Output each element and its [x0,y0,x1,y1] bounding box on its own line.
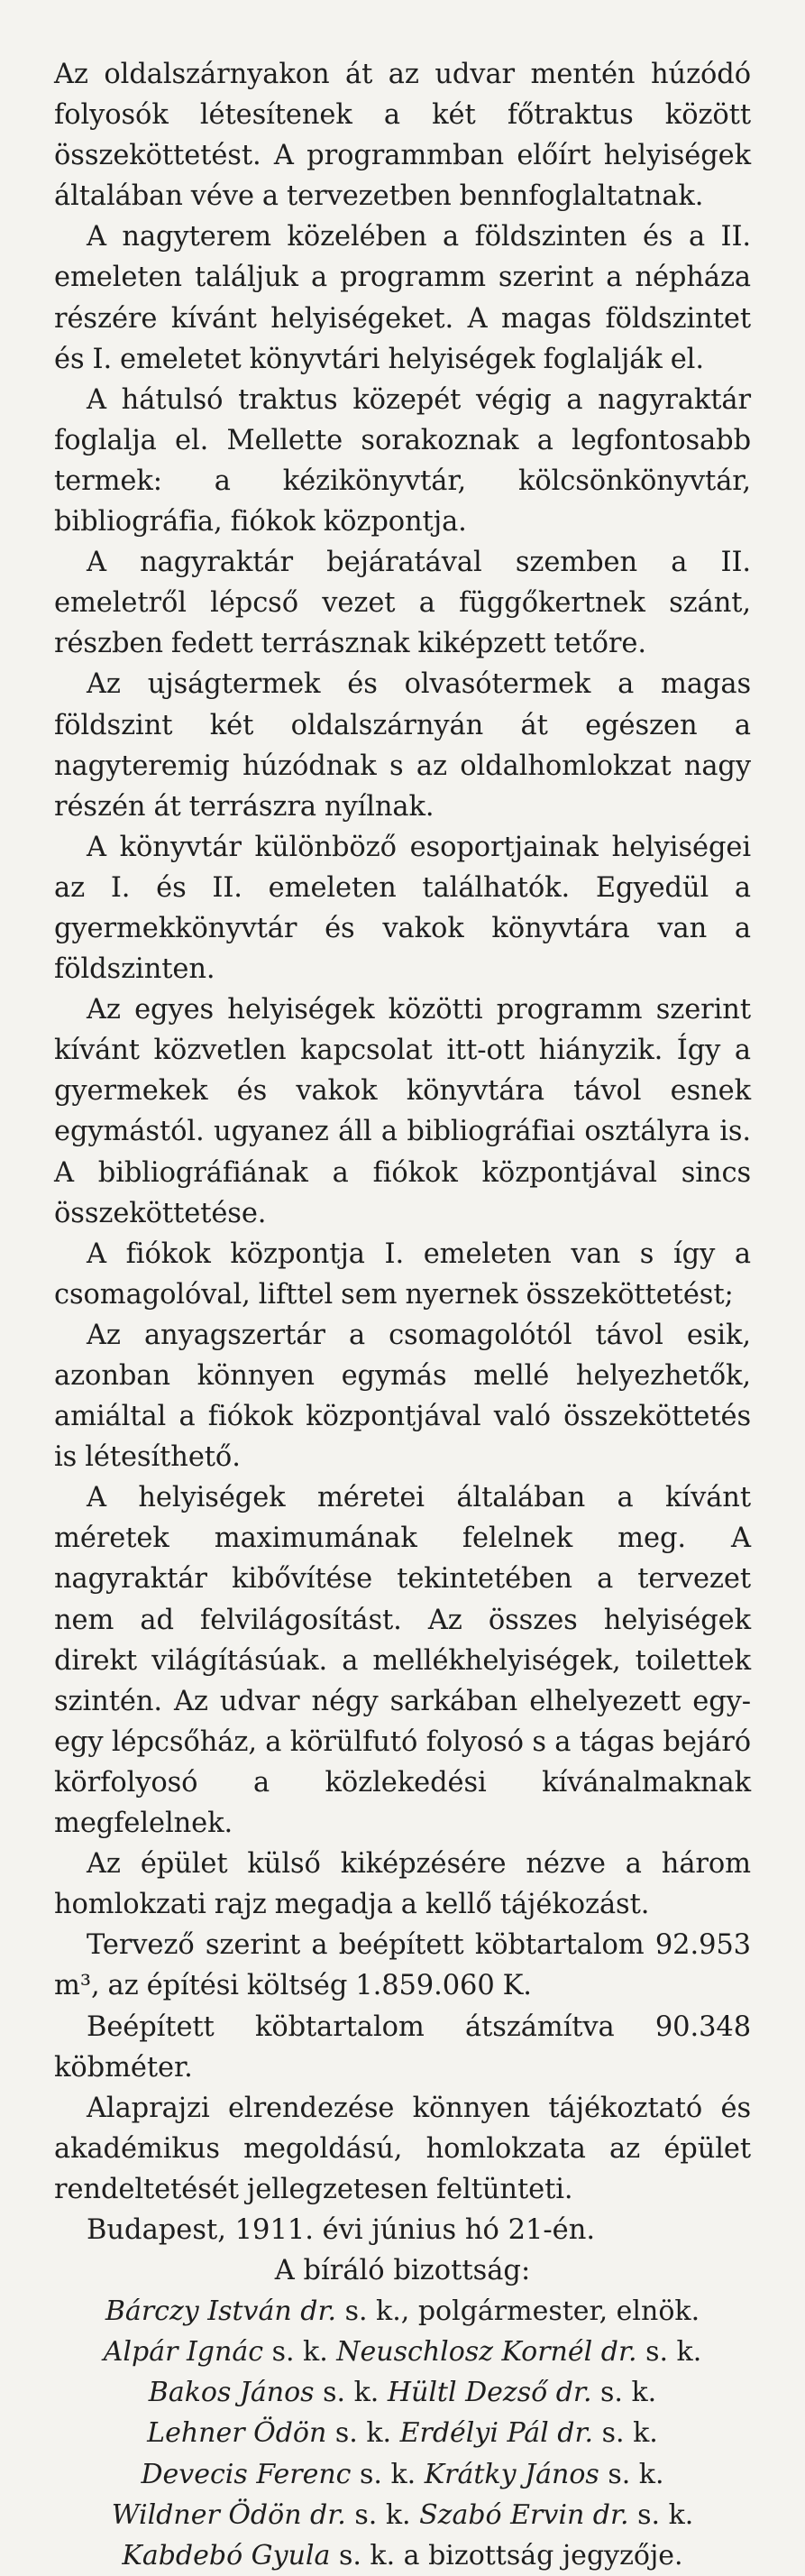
signatory-name: Kabdebó Gyula [122,2539,331,2571]
paragraph-3: A hátulsó traktus közepét végig a nagyraktár foglalja el. Mellette sorakoznak a legfontosabb termek: a kézikönyvtár, kölcsönkönyvtár, bibliográfia, fiókok központja. [54,383,751,538]
paragraph-2: A nagyterem közelében a földszinten és a II. emeleten találjuk a programm szerint a népháza részére kívánt helyiségeket. A magas földszintet és I. emeletet könyvtári helyiségek foglalják el. [54,221,751,375]
signatory-title: s. k. [345,2498,420,2531]
signatory-title: s. k. [314,2377,388,2409]
paragraph-4: A nagyraktár bejáratával szemben a II. emeletről lépcső vezet a függőkertnek szánt, részben fedett terrásznak kiképzett tetőre. [54,547,751,660]
signatory-name: Szabó Ervin dr. [419,2498,629,2531]
signatory-title: s. k. [591,2377,657,2409]
paragraph-6: A könyvtár különböző esoportjainak helyiségei az I. és II. emeleten találhatók. Egyedül a gyermekkönyvtár és vakok könyvtára van a földszinten. [54,831,751,986]
signatory-name: Devecis Ferenc [141,2458,352,2490]
signature-line-5 [54,2454,751,2495]
paragraph-12: Tervező szerint a beépített köbtartalom 92.953 m³, az építési költség 1.859.060 K. [54,1929,751,2002]
paragraph-13: Beépített köbtartalom átszámítva 90.348 köbméter. [54,2010,751,2084]
signatory-title: s. k. [628,2498,694,2531]
signature-block [54,2291,751,2576]
signatory-name: Alpár Ignác [103,2336,264,2369]
signatory-title: s. k. [593,2417,658,2450]
signatory-name: Wildner Ödön dr. [111,2498,346,2531]
signatory-name: Hültl Dezső dr. [387,2377,592,2409]
paragraph-11: Az épület külső kiképzésére nézve a három homlokzati rajz megadja a kellő tájékozást. [54,1848,751,1921]
signatory-title: s. k. [636,2336,702,2369]
paragraph-14: Alaprajzi elrendezése könnyen tájékoztató és akadémikus megoldású, homlokzata az épület rendeltetését jellegzetesen feltünteti. [54,2092,751,2205]
signature-line-6 [54,2495,751,2535]
committee-heading: A bíráló bizottság: [274,2255,531,2287]
signatory-title: s. k., polgármester, elnök. [336,2295,700,2328]
signatory-name: Neuschlosz Kornél dr. [336,2336,637,2369]
paragraph-7: Az egyes helyiségek közötti programm szerint kívánt közvetlen kapcsolat itt-ott hiányzik. Így a gyermekek és vakok könyvtára távol esnek egymástól. ugyanez áll a bibliográfiai osztályra is. A bibliográfiának a fiókok központjával sincs összeköttetése. [54,994,751,1229]
paragraph-1: Az oldalszárnyakon át az udvar mentén húzódó folyosók létesítenek a két főtraktus között összeköttetést. A programmban előírt helyiségek általában véve a tervezetben bennfoglaltatnak. [54,59,751,213]
signatory-name: Krátky János [424,2458,599,2490]
signatory-name: Erdélyi Pál dr. [399,2417,594,2450]
signatory-title: s. k. [599,2458,664,2490]
signature-line-1 [54,2291,751,2332]
signatory-title: s. k. [351,2458,425,2490]
signatory-title: s. k. [326,2417,400,2450]
paragraph-10: A helyiségek méretei általában a kívánt méretek maximumának felelnek meg. A nagyraktár kibővítése tekintetében a tervezet nem ad felvilágosítást. Az összes helyiségek direkt világításúak. a mellékhelyiségek, toilettek szintén. Az udvar négy sarkában elhelyezett egy-egy lépcsőház, a körülfutó folyosó s a tágas bejáró körfolyosó a közlekedési kívánalmaknak megfelelnek. [54,1482,751,1840]
signatory-title: s. k. [263,2336,337,2369]
signature-line-7 [54,2535,751,2576]
signatory-name: Bakos János [148,2377,315,2409]
signatory-name: Lehner Ödön [147,2417,327,2450]
signatory-title: s. k. a bizottság jegyzője. [330,2539,683,2571]
paragraph-8: A fiókok központja I. emeleten van s így a csomagolóval, lifttel sem nyernek összeköttetést; [54,1237,751,1311]
signature-line-3 [54,2372,751,2413]
signature-line-4 [54,2413,751,2453]
place-date: Budapest, 1911. évi június hó 21-én. [87,2213,596,2246]
signatory-name: Bárczy István dr. [105,2295,337,2328]
paragraph-9: Az anyagszertár a csomagolótól távol esik, azonban könnyen egymás mellé helyezhetők, amiáltal a fiókok központjával való összeköttetés is létesíthető. [54,1319,751,1474]
signature-line-2 [54,2332,751,2372]
paragraph-5: Az ujságtermek és olvasótermek a magas földszint két oldalszárnyán át egészen a nagyteremig húzódnak s az oldalhomlokzat nagy részén át terrászra nyílnak. [54,668,751,823]
